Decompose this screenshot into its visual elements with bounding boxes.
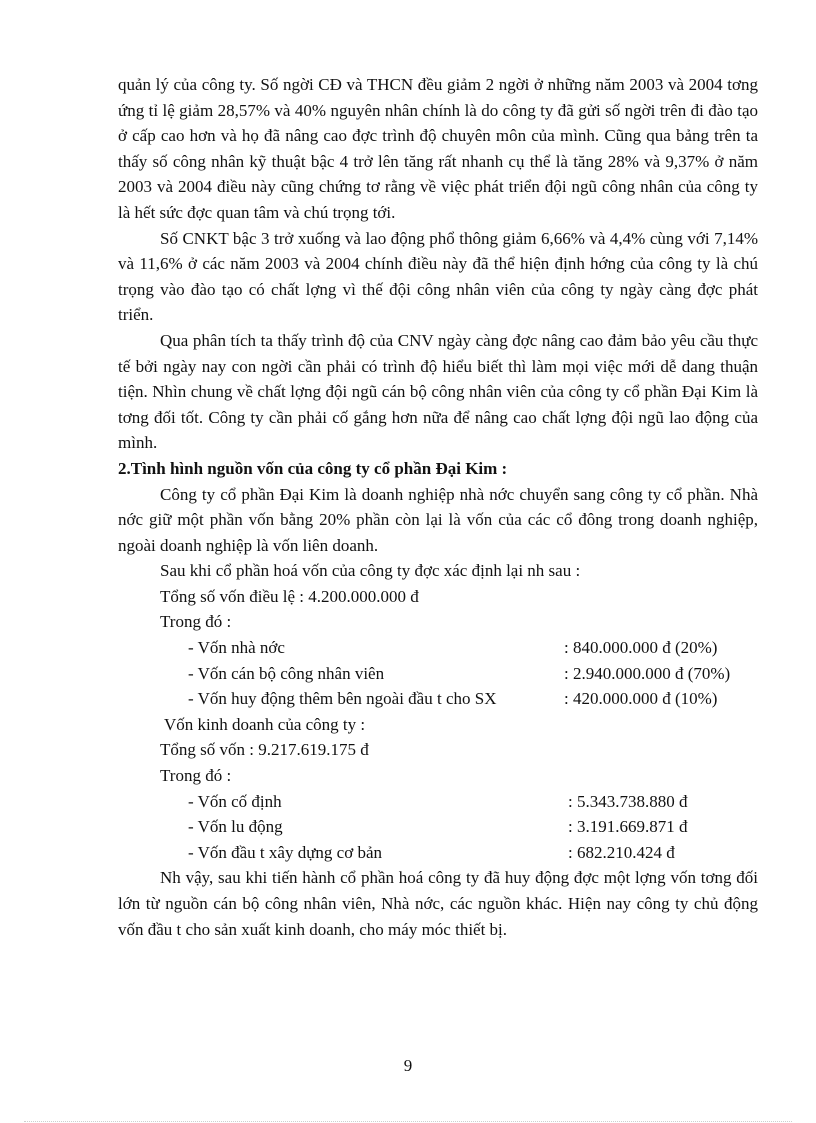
- business-capital-title: Vốn kinh doanh của công ty :: [164, 714, 366, 734]
- list-item-value: : 2.940.000.000 đ (70%): [564, 663, 731, 683]
- list-item: [118, 840, 758, 866]
- paragraph-staff-qualification: quản lý của công ty. Số ngời CĐ và THCN đều giảm 2 ngời ở những năm 2003 và 2004 tơng ứng tỉ lệ giảm 28,57% và 40% nguyên nhân chính là do công ty đã gửi số ngời trên đi đào tạo ở cấp cao hơn và họ đã nâng cao đợc trình độ chuyên môn của mình. Cũng qua bảng trên ta thấy số công nhân kỹ thuật bậc 4 trở lên tăng rất nhanh cụ thể là tăng 28% và 9,37% ở năm 2003 và 2004 điều này cũng chứng tơ rằng về việc phát triển đội ngũ công nhân của công ty là hết sức đợc quan tâm và chú trọng tới.: [118, 75, 758, 222]
- list-item: [118, 661, 758, 687]
- list-item-value: : 5.343.738.880 đ: [568, 791, 688, 811]
- business-capital-title-line: [118, 712, 758, 738]
- paragraph-conclusion: Nh vậy, sau khi tiến hành cổ phần hoá công ty đã huy động đợc một lợng vốn tơng đối lớn từ nguồn cán bộ công nhân viên, Nhà nớc, các nguồn khác. Hiện nay công ty chủ động vốn đầu t cho sản xuất kinh doanh, cho máy móc thiết bị.: [118, 868, 758, 939]
- charter-total-line: [118, 584, 758, 610]
- among-text: Trong đó :: [160, 766, 232, 786]
- list-item: [118, 635, 758, 661]
- section-heading: 2.Tình hình nguồn vốn của công ty cổ phần Đại Kim :: [118, 458, 508, 478]
- footer-divider: [24, 1121, 792, 1122]
- list-item-label: - Vốn đầu t xây dựng cơ bản: [188, 842, 382, 862]
- among-line: [118, 609, 758, 635]
- paragraph-analysis: Qua phân tích ta thấy trình độ của CNV ngày càng đợc nâng cao đảm bảo yêu cầu thực tế bởi ngày nay con ngời cần phải có trình độ hiểu biết thì làm mọi việc mới dễ dang thuận tiện. Nhìn chung về chất lợng đội ngũ cán bộ công nhân viên của công ty cổ phần Đại Kim là tơng đối tốt. Công ty cần phải cố gắng hơn nữa để nâng cao chất lợng đội ngũ lao động của mình.: [118, 330, 758, 453]
- list-item-label: - Vốn cán bộ công nhân viên: [188, 663, 385, 683]
- list-item-label: - Vốn lu động: [188, 817, 283, 837]
- paragraph-company-intro: Công ty cổ phần Đại Kim là doanh nghiệp nhà nớc chuyển sang công ty cổ phần. Nhà nớc giữ một phần vốn bằng 20% phần còn lại là vốn của các cổ đông trong doanh nghiệp, ngoài doanh nghiệp là vốn liên doanh.: [118, 484, 758, 555]
- list-item-label: - Vốn huy động thêm bên ngoài đầu t cho SX: [188, 689, 497, 709]
- list-item: [118, 686, 758, 712]
- among-line: [118, 763, 758, 789]
- list-item-label: - Vốn cố định: [188, 791, 282, 811]
- charter-total-text: Tổng số vốn điều lệ : 4.200.000.000 đ: [160, 586, 419, 606]
- paragraph-technical-workers: Số CNKT bậc 3 trở xuống và lao động phổ thông giảm 6,66% và 4,4% cùng với 7,14% và 11,6% ở các năm 2003 và 2004 chính điều này đã thể hiện định hớng của công ty là chú trọng vào đào tạo có chất lợng vì thế đội công nhân viên của công ty ngày càng đợc phát triển.: [118, 228, 758, 325]
- list-item-value: : 3.191.669.871 đ: [568, 817, 688, 837]
- list-item-value: : 840.000.000 đ (20%): [564, 638, 718, 658]
- total-capital-line: [118, 737, 758, 763]
- list-item-value: : 682.210.424 đ: [568, 842, 675, 862]
- capital-intro-text: Sau khi cổ phần hoá vốn của công ty đợc xác định lại nh sau :: [160, 561, 581, 581]
- among-text: Trong đó :: [160, 612, 232, 632]
- capital-intro-line: [118, 558, 758, 584]
- document-page: [118, 72, 758, 942]
- list-item-label: - Vốn nhà nớc: [188, 638, 285, 658]
- list-item: [118, 814, 758, 840]
- page-number: 9: [403, 1056, 413, 1075]
- list-item-value: : 420.000.000 đ (10%): [564, 689, 718, 709]
- total-capital-text: Tổng số vốn : 9.217.619.175 đ: [160, 740, 369, 760]
- list-item: [118, 789, 758, 815]
